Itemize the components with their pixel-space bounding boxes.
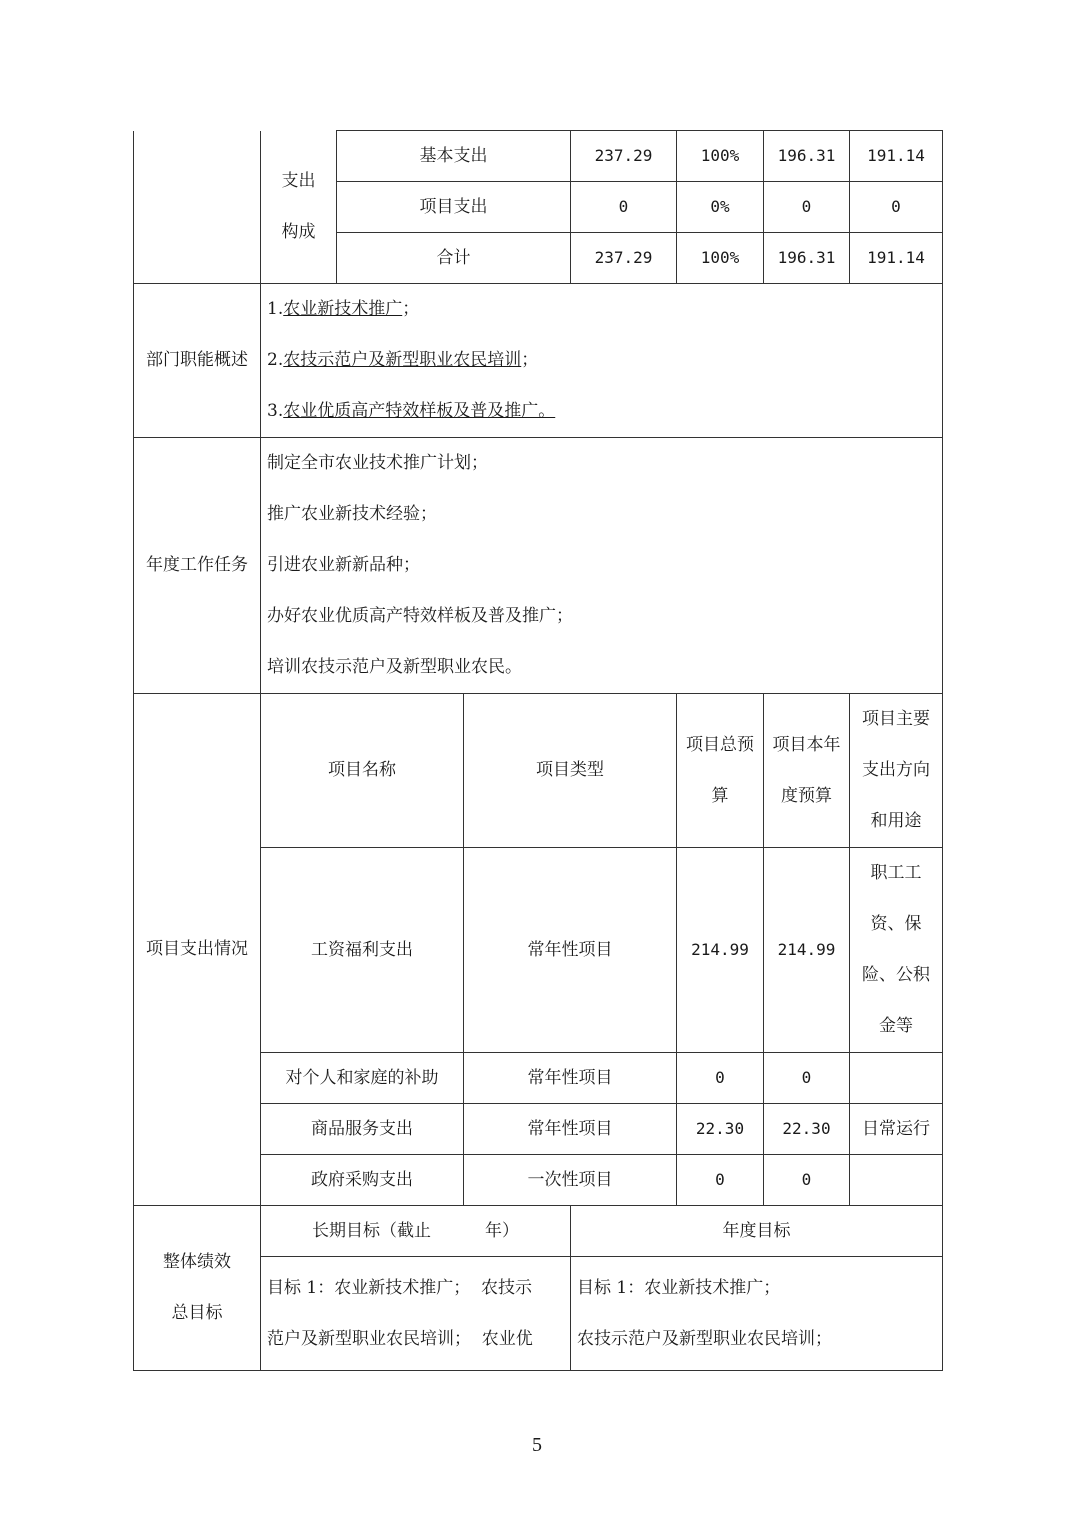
- expense-section-empty-cell: [134, 131, 261, 284]
- project-annual-cell: 0: [764, 1155, 850, 1206]
- function-item: 1.农业新技术推广；: [267, 299, 420, 319]
- overall-goals-label: 整体绩效 总目标: [134, 1206, 261, 1371]
- annual-goal-content: 目标 1：农业新技术推广； 农技示范户及新型职业农民培训；: [571, 1257, 943, 1371]
- project-total-cell: 22.30: [677, 1104, 764, 1155]
- function-item: 3.农业优质高产特效样板及普及推广。: [267, 401, 556, 421]
- project-purpose-cell: 日常运行: [850, 1104, 943, 1155]
- project-type-cell: 常年性项目: [464, 1104, 677, 1155]
- annual-tasks-content: [261, 438, 943, 694]
- expense-value-cell: 0: [764, 182, 850, 233]
- project-spending-label: 项目支出情况: [134, 694, 261, 1206]
- task-item: 推广农业新技术经验；: [267, 504, 437, 524]
- project-type-header: 项目类型: [464, 694, 677, 848]
- total-budget-header: 项目总预 算: [677, 694, 764, 848]
- expense-value-cell: 237.29: [571, 233, 677, 284]
- project-purpose-cell: 职工工 资、保 险、公积 金等: [850, 848, 943, 1053]
- long-term-goal-content: 目标 1：农业新技术推广； 农技示 范户及新型职业农民培训； 农业优: [261, 1257, 571, 1371]
- expense-percent-cell: 0%: [677, 182, 764, 233]
- task-item: 制定全市农业技术推广计划；: [267, 453, 488, 473]
- project-total-cell: 214.99: [677, 848, 764, 1053]
- project-purpose-cell: [850, 1053, 943, 1104]
- goals-header-row: [134, 1206, 943, 1257]
- page-number: 5: [532, 1434, 542, 1456]
- project-name-cell: 对个人和家庭的补助: [261, 1053, 464, 1104]
- project-type-cell: 一次性项目: [464, 1155, 677, 1206]
- project-total-cell: 0: [677, 1155, 764, 1206]
- functions-content: [261, 284, 943, 438]
- project-name-cell: 工资福利支出: [261, 848, 464, 1053]
- project-type-cell: 常年性项目: [464, 1053, 677, 1104]
- budget-table: [133, 130, 943, 1371]
- expense-name-cell: 项目支出: [337, 182, 571, 233]
- project-name-cell: 政府采购支出: [261, 1155, 464, 1206]
- task-item: 引进农业新新品种；: [267, 555, 420, 575]
- expense-value-cell: 237.29: [571, 131, 677, 182]
- expense-structure-label: 支出 构成: [261, 131, 337, 284]
- task-item: 培训农技示范户及新型职业农民。: [267, 657, 522, 677]
- expense-value-cell: 191.14: [850, 233, 943, 284]
- expense-value-cell: 0: [850, 182, 943, 233]
- project-header-row: [134, 694, 943, 848]
- project-name-header: 项目名称: [261, 694, 464, 848]
- expense-name-cell: 合计: [337, 233, 571, 284]
- expense-name-cell: 基本支出: [337, 131, 571, 182]
- project-type-cell: 常年性项目: [464, 848, 677, 1053]
- expense-percent-cell: 100%: [677, 131, 764, 182]
- expense-value-cell: 0: [571, 182, 677, 233]
- expense-percent-cell: 100%: [677, 233, 764, 284]
- long-term-goal-header: 长期目标（截止 年）: [261, 1206, 571, 1257]
- purpose-header: 项目主要 支出方向 和用途: [850, 694, 943, 848]
- project-annual-cell: 214.99: [764, 848, 850, 1053]
- expense-row-basic: [134, 131, 943, 182]
- functions-label: 部门职能概述: [134, 284, 261, 438]
- project-annual-cell: 22.30: [764, 1104, 850, 1155]
- annual-goal-header: 年度目标: [571, 1206, 943, 1257]
- annual-tasks-row: [134, 438, 943, 694]
- project-name-cell: 商品服务支出: [261, 1104, 464, 1155]
- annual-budget-header: 项目本年 度预算: [764, 694, 850, 848]
- expense-value-cell: 196.31: [764, 131, 850, 182]
- functions-row: [134, 284, 943, 438]
- project-purpose-cell: [850, 1155, 943, 1206]
- project-annual-cell: 0: [764, 1053, 850, 1104]
- task-item: 办好农业优质高产特效样板及普及推广；: [267, 606, 573, 626]
- expense-value-cell: 191.14: [850, 131, 943, 182]
- annual-tasks-label: 年度工作任务: [134, 438, 261, 694]
- function-item: 2.农技示范户及新型职业农民培训；: [267, 350, 539, 370]
- expense-value-cell: 196.31: [764, 233, 850, 284]
- project-total-cell: 0: [677, 1053, 764, 1104]
